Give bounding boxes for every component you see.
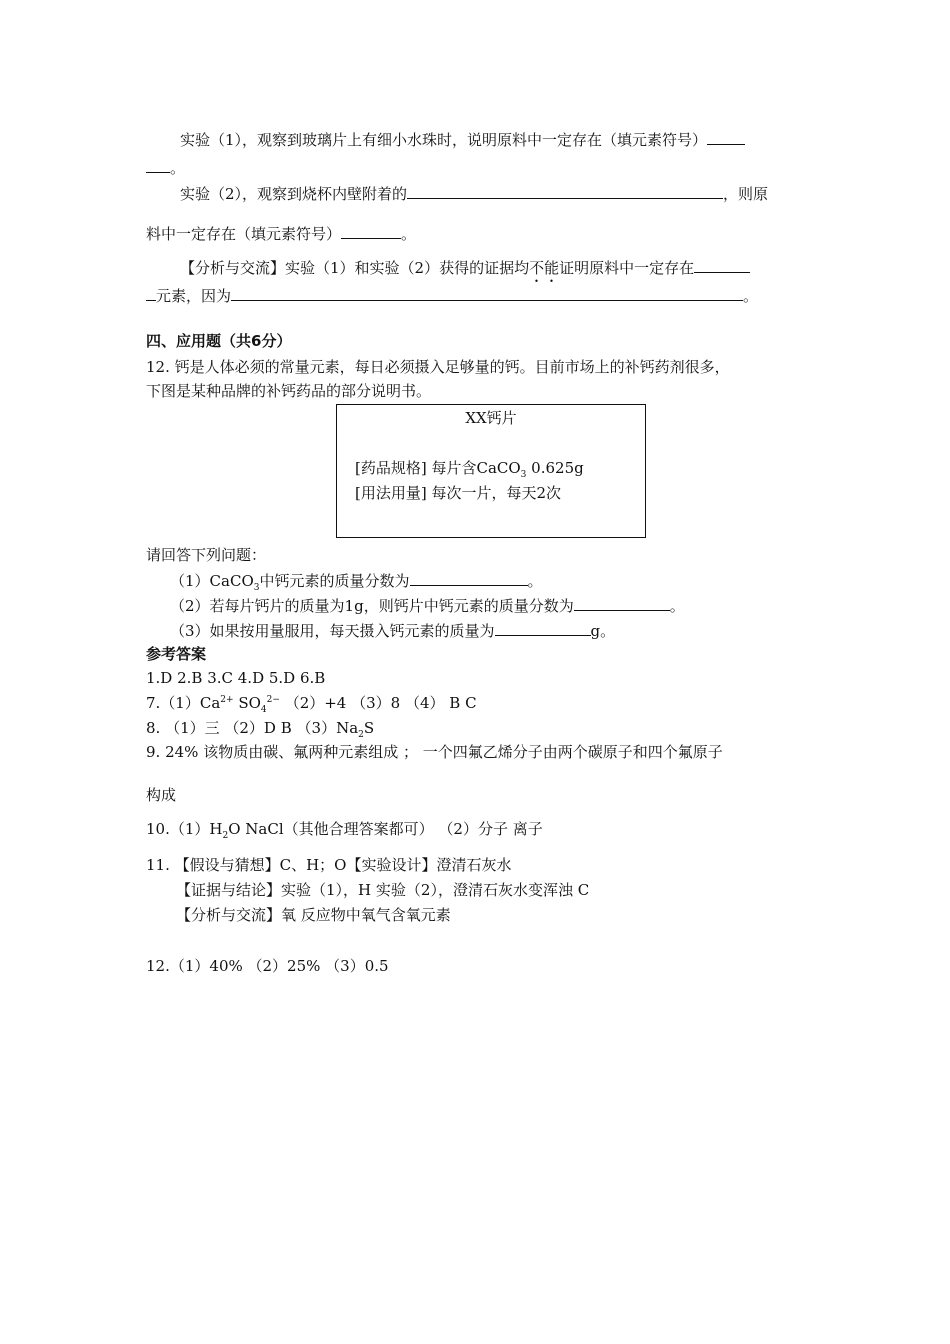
answer-blank[interactable] [410, 569, 528, 586]
exp1-line-cont: 。 [146, 156, 185, 178]
answer-1-6: 1.D 2.B 3.C 4.D 5.D 6.B [146, 669, 326, 687]
section-heading: 四、应用题（共6分） [146, 332, 292, 350]
sub-question-3: （3）如果按用量服用，每天摄入钙元素的质量为 g。 [170, 619, 615, 641]
answer-9-cont: 构成 [146, 786, 177, 804]
analysis-line-cont: 元素，因为 。 [146, 284, 758, 306]
answer-8: 8. （1）三 （2）D B $(3)Na_2S$ [146, 719, 375, 740]
answer-blank[interactable] [231, 284, 743, 301]
answer-prompt: 请回答下列问题： [146, 546, 267, 564]
question-12-line2: 下图是某种品牌的补钙药品的部分说明书。 [146, 382, 432, 400]
answer-blank[interactable] [694, 256, 750, 273]
product-label-usage: [用法用量] 每次一片，每天2次 [355, 484, 562, 502]
answer-blank[interactable] [495, 619, 591, 636]
exp2-line: 实验（2），观察到烧杯内壁附着的 ，则原 [180, 182, 768, 204]
answer-blank[interactable] [146, 156, 170, 173]
sub-question-1: （1）CaCO$_3$中钙元素的质量分数为 。 [170, 569, 543, 591]
answer-blank[interactable] [574, 594, 670, 611]
answer-blank[interactable] [407, 182, 723, 199]
answer-blank[interactable] [707, 128, 745, 145]
answer-11-line2: 【证据与结论】实验（1），H 实验（2），澄清石灰水变浑浊 C [176, 881, 590, 899]
answers-heading: 参考答案 [146, 645, 207, 663]
answer-9: 9. 24% 该物质由碳、氟两种元素组成 ； 一个四氟乙烯分子由两个碳原子和四个氟原子 [146, 743, 723, 761]
product-label-title: XX钙片 [465, 409, 517, 427]
answer-blank[interactable] [146, 284, 156, 301]
exp2-line-cont: 料中一定存在（填元素符号） 。 [146, 222, 416, 244]
analysis-line: 【分析与交流】实验（1）和实验（2）获得的证据均不能证明原料中一定存在 [180, 256, 750, 286]
exp1-line: 实验（1），观察到玻璃片上有细小水珠时，说明原料中一定存在（填元素符号） [180, 128, 745, 150]
answer-10: $10.(1)H_2O$ NaCl（其他合理答案都可） （2）分子 离子 [146, 820, 543, 841]
product-label-spec: [药品规格] 每片含CaCO$_3$ 0.625g [355, 459, 584, 480]
answer-12: 12.（1）40% （2）25% （3）0.5 [146, 957, 389, 975]
answer-7: $7.(1)Ca^{2+}$ $SO_4^{2-}$ （2）+4 （3）8 （4） B C [146, 694, 477, 715]
question-12-line1: 12. 钙是人体必须的常量元素，每日必须摄入足够量的钙。目前市场上的补钙药剂很多， [146, 358, 730, 376]
sub-question-2: （2）若每片钙片的质量为1g，则钙片中钙元素的质量分数为 。 [170, 594, 685, 616]
answer-blank[interactable] [341, 222, 401, 239]
answer-11-line3: 【分析与交流】氧 反应物中氧气含氧元素 [176, 906, 451, 924]
answer-11-line1: 11. 【假设与猜想】C、H；O【实验设计】澄清石灰水 [146, 856, 512, 874]
